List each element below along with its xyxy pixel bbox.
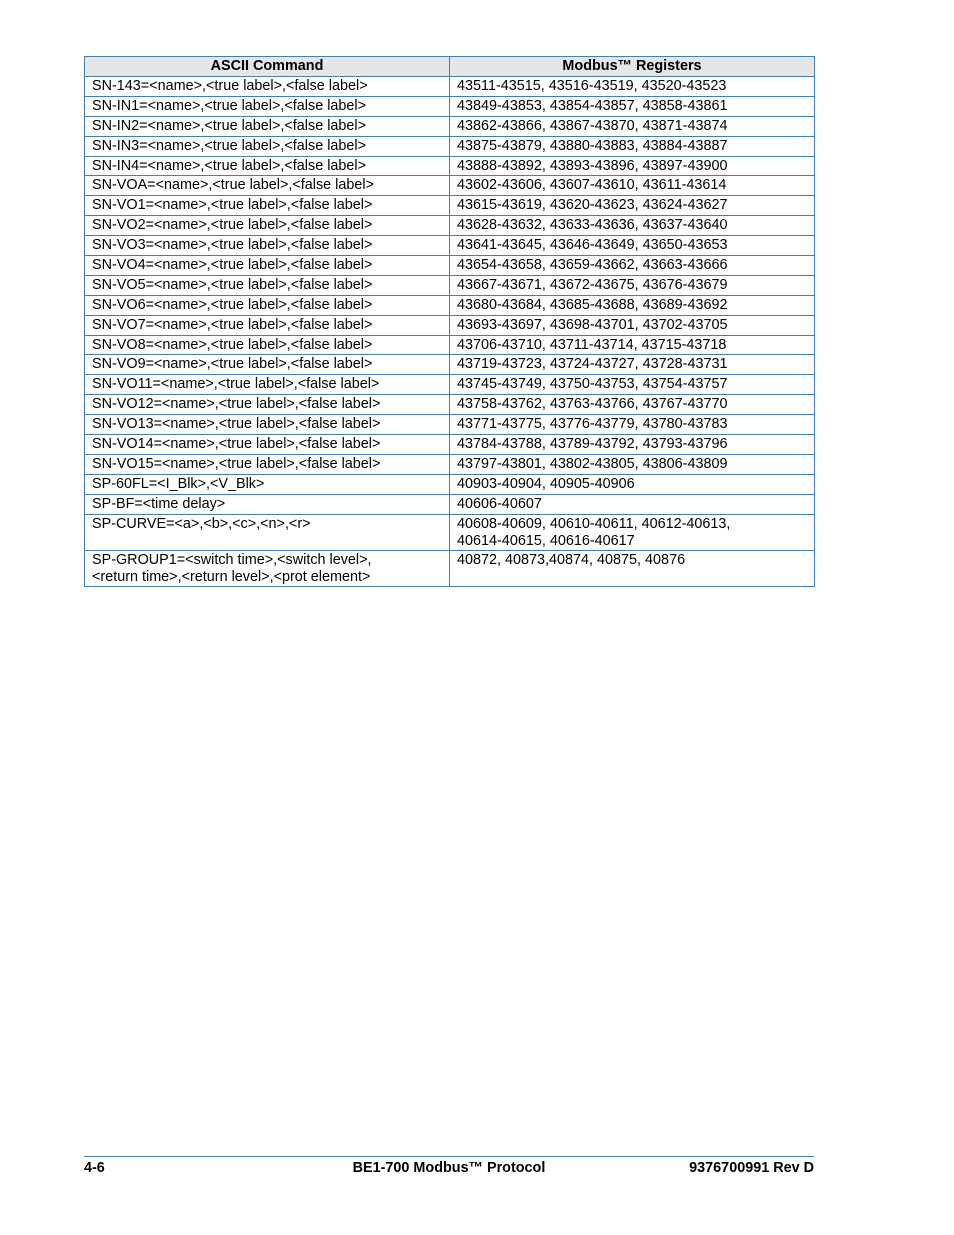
modbus-registers-cell: 43641-43645, 43646-43649, 43650-43653 <box>450 236 815 256</box>
table-row <box>85 196 815 216</box>
table-row <box>85 176 815 196</box>
ascii-command-cell: SN-VO4=<name>,<true label>,<false label> <box>85 256 450 276</box>
table-row <box>85 256 815 276</box>
ascii-command-cell: SN-IN1=<name>,<true label>,<false label> <box>85 96 450 116</box>
footer-page-number: 4-6 <box>84 1160 105 1176</box>
table-row <box>85 395 815 415</box>
modbus-registers-cell: 43602-43606, 43607-43610, 43611-43614 <box>450 176 815 196</box>
table-row <box>85 514 815 550</box>
ascii-command-cell: SP-GROUP1=<switch time>,<switch level>, <return time>,<return level>,<prot element> <box>85 550 450 586</box>
modbus-registers-cell: 43511-43515, 43516-43519, 43520-43523 <box>450 77 815 97</box>
modbus-registers-cell: 43758-43762, 43763-43766, 43767-43770 <box>450 395 815 415</box>
modbus-registers-cell: 43615-43619, 43620-43623, 43624-43627 <box>450 196 815 216</box>
modbus-registers-cell: 40606-40607 <box>450 494 815 514</box>
ascii-command-cell: SN-VO8=<name>,<true label>,<false label> <box>85 335 450 355</box>
column-header-modbus-registers: Modbus™ Registers <box>450 57 815 77</box>
modbus-registers-cell: 40903-40904, 40905-40906 <box>450 474 815 494</box>
modbus-registers-cell: 43654-43658, 43659-43662, 43663-43666 <box>450 256 815 276</box>
table-row <box>85 216 815 236</box>
table-row <box>85 156 815 176</box>
table-row <box>85 275 815 295</box>
table-row <box>85 454 815 474</box>
column-header-ascii-command: ASCII Command <box>85 57 450 77</box>
ascii-command-cell: SN-VO11=<name>,<true label>,<false label> <box>85 375 450 395</box>
ascii-command-cell: SN-IN4=<name>,<true label>,<false label> <box>85 156 450 176</box>
modbus-registers-cell: 43875-43879, 43880-43883, 43884-43887 <box>450 136 815 156</box>
ascii-command-cell: SN-VO9=<name>,<true label>,<false label> <box>85 355 450 375</box>
ascii-command-cell: SN-VO3=<name>,<true label>,<false label> <box>85 236 450 256</box>
modbus-registers-cell: 40608-40609, 40610-40611, 40612-40613, 40614-40615, 40616-40617 <box>450 514 815 550</box>
ascii-command-cell: SN-IN2=<name>,<true label>,<false label> <box>85 116 450 136</box>
modbus-registers-cell: 43797-43801, 43802-43805, 43806-43809 <box>450 454 815 474</box>
modbus-registers-cell: 43628-43632, 43633-43636, 43637-43640 <box>450 216 815 236</box>
table-row <box>85 474 815 494</box>
modbus-registers-cell: 40872, 40873,40874, 40875, 40876 <box>450 550 815 586</box>
modbus-registers-cell: 43693-43697, 43698-43701, 43702-43705 <box>450 315 815 335</box>
ascii-command-cell: SN-VO2=<name>,<true label>,<false label> <box>85 216 450 236</box>
ascii-command-cell: SP-60FL=<I_Blk>,<V_Blk> <box>85 474 450 494</box>
ascii-command-cell: SN-VO1=<name>,<true label>,<false label> <box>85 196 450 216</box>
modbus-registers-cell: 43849-43853, 43854-43857, 43858-43861 <box>450 96 815 116</box>
ascii-command-cell: SN-VOA=<name>,<true label>,<false label> <box>85 176 450 196</box>
table-row <box>85 295 815 315</box>
ascii-command-cell: SN-VO5=<name>,<true label>,<false label> <box>85 275 450 295</box>
table-row <box>85 355 815 375</box>
page-footer <box>84 1156 814 1176</box>
table-row <box>85 435 815 455</box>
table-row <box>85 315 815 335</box>
footer-doc-number: 9376700991 Rev D <box>689 1160 814 1176</box>
ascii-command-cell: SN-VO14=<name>,<true label>,<false label> <box>85 435 450 455</box>
table-row <box>85 236 815 256</box>
table-row <box>85 77 815 97</box>
table-row <box>85 415 815 435</box>
table-row <box>85 494 815 514</box>
table-row <box>85 96 815 116</box>
ascii-modbus-register-table <box>84 56 815 587</box>
table-body <box>85 77 815 587</box>
modbus-registers-cell: 43784-43788, 43789-43792, 43793-43796 <box>450 435 815 455</box>
ascii-command-cell: SN-IN3=<name>,<true label>,<false label> <box>85 136 450 156</box>
table-row <box>85 116 815 136</box>
table-row <box>85 335 815 355</box>
table-row <box>85 550 815 586</box>
ascii-command-cell: SN-VO12=<name>,<true label>,<false label> <box>85 395 450 415</box>
ascii-command-cell: SN-143=<name>,<true label>,<false label> <box>85 77 450 97</box>
modbus-registers-cell: 43680-43684, 43685-43688, 43689-43692 <box>450 295 815 315</box>
modbus-registers-cell: 43667-43671, 43672-43675, 43676-43679 <box>450 275 815 295</box>
table-row <box>85 136 815 156</box>
ascii-command-cell: SP-BF=<time delay> <box>85 494 450 514</box>
modbus-registers-cell: 43888-43892, 43893-43896, 43897-43900 <box>450 156 815 176</box>
ascii-command-cell: SN-VO6=<name>,<true label>,<false label> <box>85 295 450 315</box>
modbus-registers-cell: 43745-43749, 43750-43753, 43754-43757 <box>450 375 815 395</box>
modbus-registers-cell: 43862-43866, 43867-43870, 43871-43874 <box>450 116 815 136</box>
footer-title: BE1-700 Modbus™ Protocol <box>352 1160 546 1176</box>
modbus-registers-cell: 43719-43723, 43724-43727, 43728-43731 <box>450 355 815 375</box>
modbus-registers-cell: 43706-43710, 43711-43714, 43715-43718 <box>450 335 815 355</box>
ascii-command-cell: SN-VO13=<name>,<true label>,<false label> <box>85 415 450 435</box>
ascii-command-cell: SP-CURVE=<a>,<b>,<c>,<n>,<r> <box>85 514 450 550</box>
ascii-command-cell: SN-VO15=<name>,<true label>,<false label> <box>85 454 450 474</box>
table-header-row <box>85 57 815 77</box>
table-row <box>85 375 815 395</box>
ascii-command-cell: SN-VO7=<name>,<true label>,<false label> <box>85 315 450 335</box>
modbus-registers-cell: 43771-43775, 43776-43779, 43780-43783 <box>450 415 815 435</box>
